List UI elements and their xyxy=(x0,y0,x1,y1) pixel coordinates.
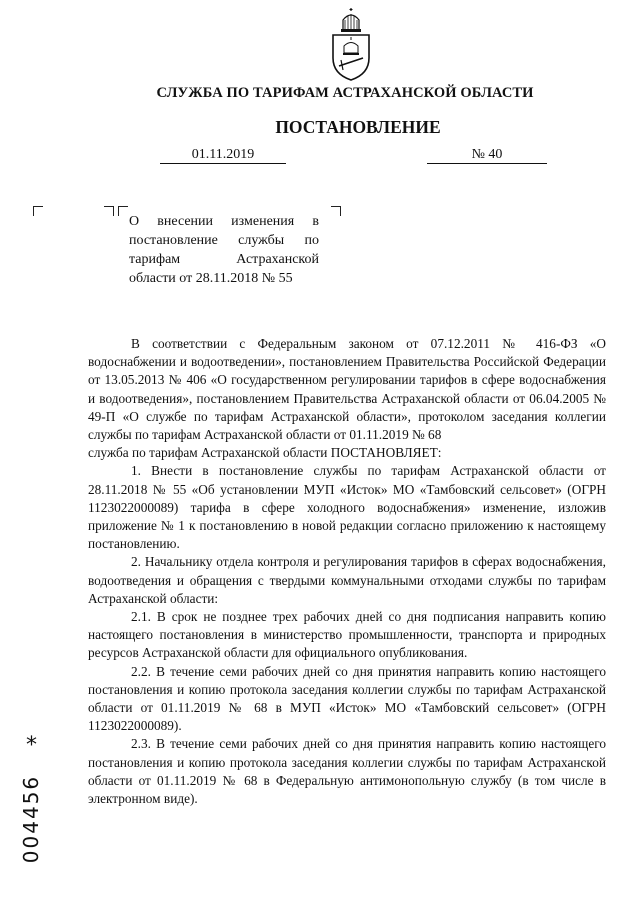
document-body xyxy=(88,335,606,808)
astrakhan-coat-of-arms-icon xyxy=(327,8,375,82)
document-date: 01.11.2019 xyxy=(160,147,286,164)
corner-mark-right xyxy=(331,206,341,216)
corner-mark-center-left xyxy=(104,206,114,216)
organization-name: СЛУЖБА ПО ТАРИФАМ АСТРАХАНСКОЙ ОБЛАСТИ xyxy=(156,85,534,101)
subject-line: области от 28.11.2018 № 55 xyxy=(129,271,293,286)
document-number: № 40 xyxy=(427,147,547,164)
resolves-line: служба по тарифам Астраханской области ПОСТАНОВЛЯЕТ: xyxy=(88,445,442,461)
subject-line: тарифам Астраханской xyxy=(129,252,319,267)
margin-serial-stamp xyxy=(14,735,54,895)
subject-line: постановление службы по xyxy=(129,233,319,248)
stamp-star-symbol: * xyxy=(26,733,37,758)
subject-line: О внесении изменения в xyxy=(129,214,319,229)
corner-mark-left xyxy=(33,206,43,216)
item-2-1-paragraph: 2.1. В срок не позднее трех рабочих дней со дня подписания направить копию настоящего постановления в министерство промышленности, транспорта и природных ресурсов Астраханской области для официального опубликования. xyxy=(88,609,606,661)
item-1-paragraph: 1. Внести в постановление службы по тарифам Астраханской области от 28.11.2018 № 55 «Об установлении МУП «Исток» МО «Тамбовский сельсовет» (ОГРН 1123022000089) тарифа в сфере холодного водоснабжения» изменение, изложив приложение № 1 к постановлению в новой редакции согласно приложению к настоящему постановлению. xyxy=(88,463,606,552)
preamble-paragraph: В соответствии с Федеральным законом от 07.12.2011 № 416-ФЗ «О водоснабжении и водоотведении», постановлением Правительства Российской Федерации от 13.05.2013 № 406 «О государственном регулировании тарифов в сфере водоснабжения и водоотведения», постановлением Правительства Астраханской области от 06.04.2005 № 49-П «О службе по тарифам Астраханской области», протоколом заседания коллегии службы по тарифам Астраханской области от 01.11.2019 № 68 xyxy=(88,336,606,443)
corner-mark-center-right xyxy=(118,206,128,216)
item-2-paragraph: 2. Начальнику отдела контроля и регулирования тарифов в сферах водоснабжения, водоотведения и обращения с твердыми коммунальными отходами службы по тарифам Астраханской области: xyxy=(88,554,606,606)
document-subject xyxy=(129,212,319,288)
document-type-title: ПОСТАНОВЛЕНИЕ xyxy=(275,117,441,137)
item-2-2-paragraph: 2.2. В течение семи рабочих дней со дня принятия направить копию настоящего постановления и копию протокола заседания коллегии службы по тарифам Астраханской области от 01.11.2019 № 68 в МУП «Исток» МО «Тамбовский сельсовет» (ОГРН 1123022000089). xyxy=(88,663,606,734)
item-2-3-paragraph: 2.3. В течение семи рабочих дней со дня принятия направить копию настоящего постановления и копию протокола заседания коллегии службы по тарифам Астраханской области от 01.11.2019 № 68 в Федеральную антимонопольную службу (в том числе в электронном виде). xyxy=(88,736,606,807)
stamp-serial-number: 004456 xyxy=(19,774,43,864)
